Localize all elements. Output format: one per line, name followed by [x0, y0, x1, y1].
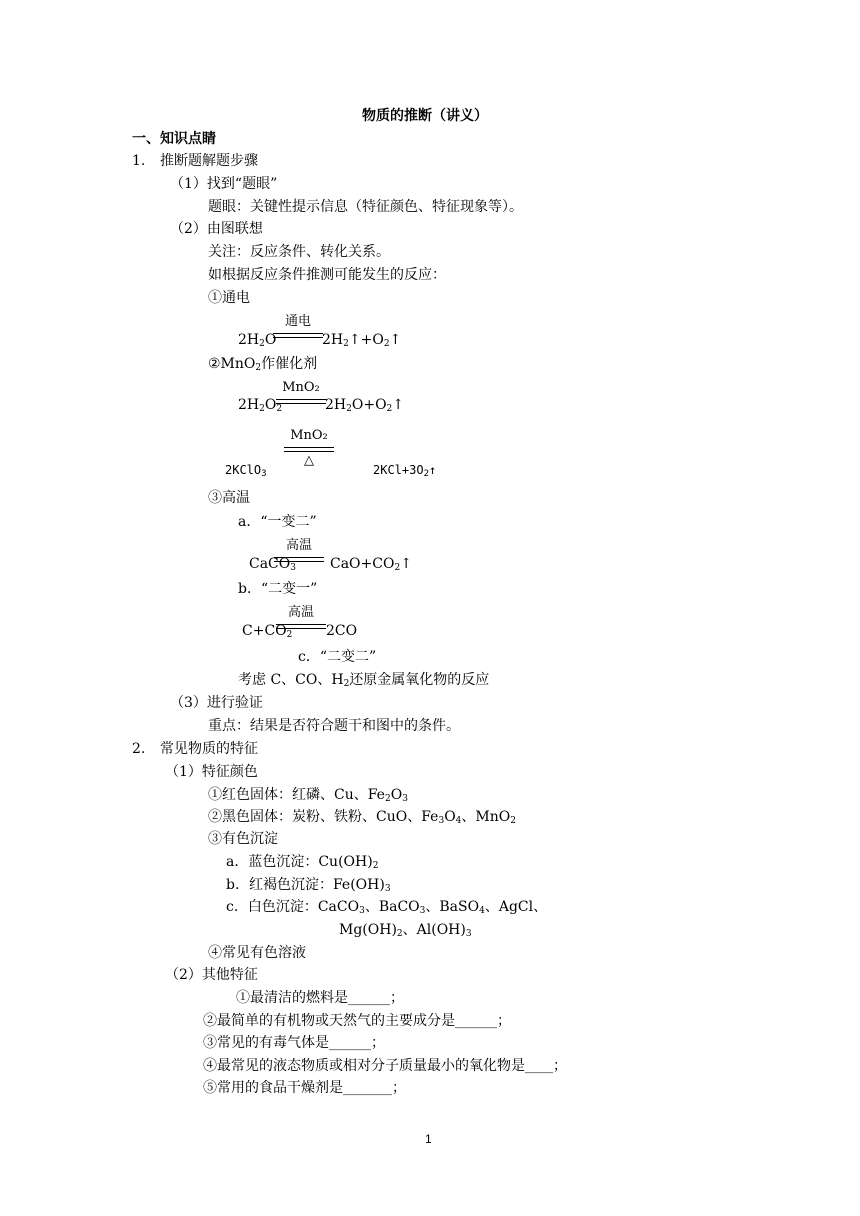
question-blank: ②最简单的有机物或天然气的主要成分是______；: [203, 1013, 511, 1029]
item-number: 2.: [132, 741, 146, 757]
step-text: 如根据反应条件推测可能发生的反应：: [208, 267, 446, 283]
condition-label: ③高温: [208, 490, 250, 506]
page-number: 1: [425, 1132, 432, 1146]
step-heading: （3）进行验证: [170, 695, 263, 711]
step-text: 题眼：关键性提示信息（特征颜色、特征现象等）。: [208, 199, 523, 215]
equation-reactant: 2KClO$_3$: [225, 463, 267, 479]
equation-reactant: $C+CO_2$: [242, 623, 293, 640]
reaction-condition: [276, 380, 326, 420]
equation-reactant: CaCO$_3$: [249, 556, 296, 573]
reaction-condition: MnO₂ △: [284, 428, 334, 468]
question-blank: ⑤常用的食品干燥剂是_______；: [203, 1080, 406, 1096]
condition-text: 通电: [284, 314, 311, 329]
condition-label: ②MnO$_2$作催化剂: [208, 356, 318, 373]
page-title: 物质的推断（讲义）: [362, 108, 488, 124]
step-heading: （1）特征颜色: [165, 764, 258, 780]
reaction-type: b．“二变一”: [238, 581, 318, 597]
condition-text: 高温: [285, 538, 312, 553]
step-text: 关注：反应条件、转化关系。: [208, 244, 390, 260]
color-item: ①红色固体：红磷、Cu、$Fe_2O_3$: [208, 787, 408, 804]
precipitate-item-continued: $Mg(OH)_2$、$Al(OH)_3$: [339, 922, 472, 939]
section-heading: 一、知识点睛: [132, 131, 216, 147]
color-item: ②黑色固体：炭粉、铁粉、CuO、$Fe_3O_4$、MnO$_2$: [208, 809, 516, 826]
condition-label: ①通电: [208, 290, 250, 306]
question-blank: ③常见的有毒气体是______；: [203, 1035, 385, 1051]
equation-reactant: $2H_2O_2$: [238, 397, 283, 414]
item-number: 1.: [132, 153, 146, 169]
item-title: 常见物质的特征: [160, 741, 258, 757]
precipitate-item: a．蓝色沉淀：$Cu(OH)_2$: [226, 854, 379, 871]
reaction-condition: [274, 538, 324, 578]
equation-product: 2CO: [326, 623, 358, 639]
color-item: ④常见有色溶液: [208, 945, 306, 961]
step-heading: （1）找到“题眼”: [170, 176, 278, 192]
question-blank: ①最清洁的燃料是______；: [236, 990, 404, 1006]
precipitate-item: c．白色沉淀：CaCO$_3$、BaCO$_3$、BaSO$_4$、AgCl、: [226, 899, 548, 916]
item-title: 推断题解题步骤: [160, 153, 258, 169]
equation-product: $2H_2O+O_2↑$: [325, 397, 405, 414]
step-heading: （2）其他特征: [165, 967, 258, 983]
reaction-condition: [273, 314, 323, 354]
condition-text: 高温: [287, 605, 314, 620]
question-blank: ④最常见的液态物质或相对分子质量最小的氧化物是____；: [203, 1058, 567, 1074]
reaction-type: c．“二变二”: [298, 649, 377, 665]
catalyst-text: MnO₂: [282, 380, 320, 395]
step-heading: （2）由图联想: [170, 221, 263, 237]
reaction-condition: [276, 605, 326, 645]
equation-product: $2KCl+3O_2↑$: [373, 463, 437, 479]
equation-product: $2H_2↑+O_2↑$: [322, 332, 402, 349]
reaction-note: 考虑 C、CO、$H_2$还原金属氧化物的反应: [238, 672, 490, 689]
step-text: 重点：结果是否符合题干和图中的条件。: [208, 718, 460, 734]
color-item: ③有色沉淀: [208, 831, 278, 847]
equation-reactant: $2H_2O$: [238, 332, 277, 349]
reaction-type: a．“一变二”: [238, 514, 317, 530]
precipitate-item: b．红褐色沉淀：$Fe(OH)_3$: [226, 877, 391, 894]
equation-product: $CaO+CO_2↑$: [330, 556, 412, 573]
catalyst-text: MnO₂: [290, 428, 328, 443]
